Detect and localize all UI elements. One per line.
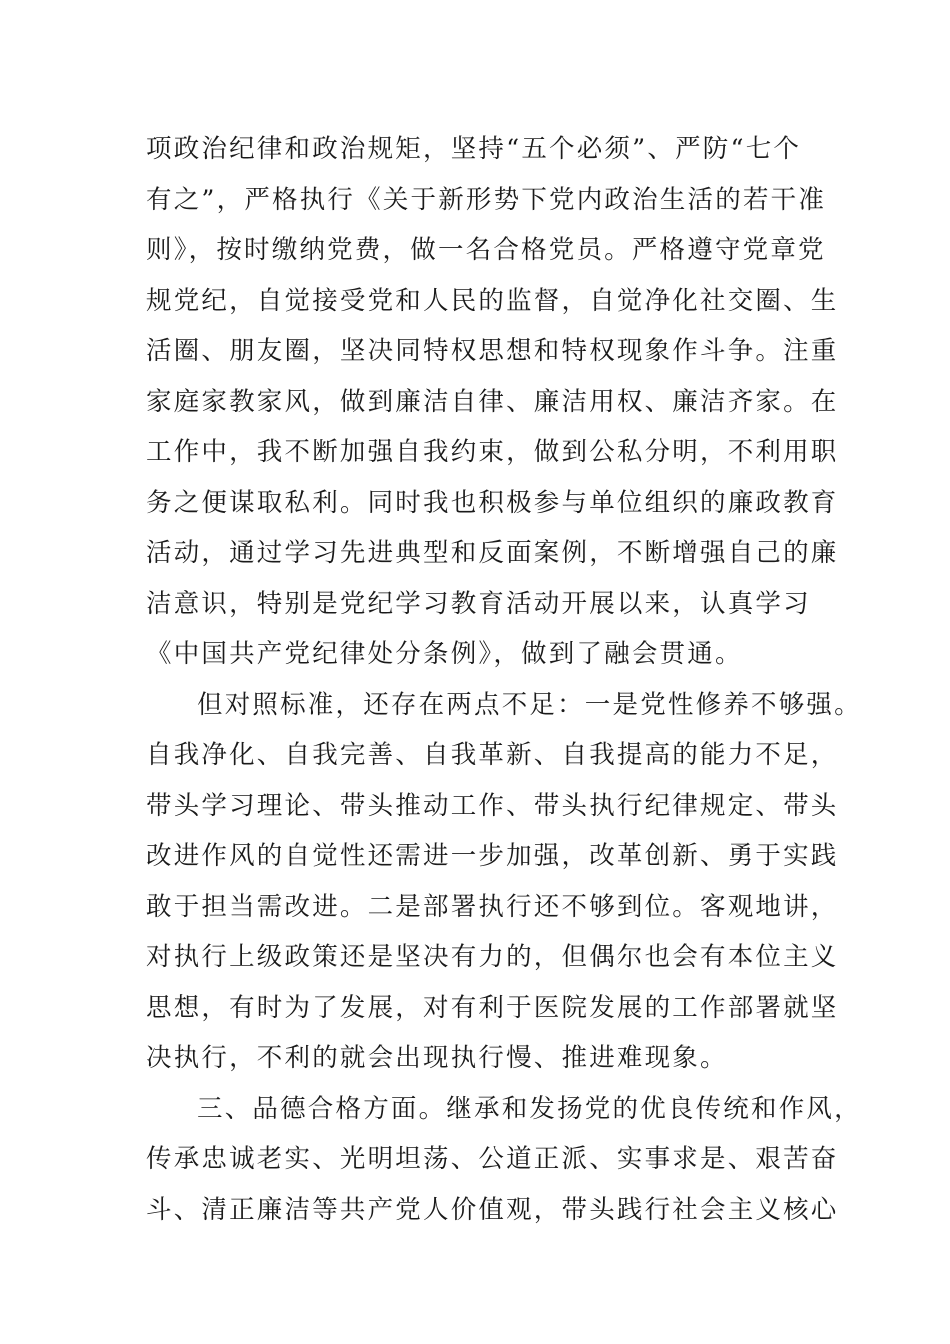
- text-line: 改进作风的自觉性还需进一步加强，改革创新、勇于实践: [146, 841, 839, 871]
- text-line: 斗、清正廉洁等共产党人价值观，带头践行社会主义核心: [146, 1194, 839, 1225]
- text-line: 对执行上级政策还是坚决有力的，但偶尔也会有本位主义: [146, 942, 839, 972]
- text-line: 活圈、朋友圈，坚决同特权思想和特权现象作斗争。注重: [146, 336, 839, 366]
- text-line: 但对照标准，还存在两点不足：一是党性修养不够强。: [197, 689, 862, 720]
- text-line: 有之”，严格执行《关于新形势下党内政治生活的若干准: [146, 184, 827, 215]
- text-line: 则》，按时缴纳党费，做一名合格党员。严格遵守党章党: [146, 235, 826, 265]
- text-line: 家庭家教家风，做到廉洁自律、廉洁用权、廉洁齐家。在: [146, 386, 839, 417]
- text-line: 思想，有时为了发展，对有利于医院发展的工作部署就坚: [146, 992, 839, 1023]
- body-text: [146, 124, 862, 1235]
- text-line: 规党纪，自觉接受党和人民的监督，自觉净化社交圈、生: [146, 285, 839, 316]
- text-line: 自我净化、自我完善、自我革新、自我提高的能力不足，: [146, 740, 839, 770]
- text-line: 工作中，我不断加强自我约束，做到公私分明，不利用职: [146, 437, 839, 467]
- text-line: 决执行，不利的就会出现执行慢、推进难现象。: [146, 1043, 728, 1073]
- text-line: 务之便谋取私利。同时我也积极参与单位组织的廉政教育: [146, 487, 839, 518]
- text-line: 带头学习理论、带头推动工作、带头执行纪律规定、带头: [146, 790, 839, 821]
- text-line: 传承忠诚老实、光明坦荡、公道正派、实事求是、艰苦奋: [146, 1144, 839, 1174]
- text-line: 敢于担当需改进。二是部署执行还不够到位。客观地讲，: [146, 891, 839, 922]
- text-line: 洁意识，特别是党纪学习教育活动开展以来，认真学习: [146, 588, 811, 619]
- text-line: 《中国共产党纪律处分条例》，做到了融会贯通。: [146, 639, 743, 669]
- text-line: 项政治纪律和政治规矩，坚持“五个必须”、严防“七个: [146, 134, 802, 164]
- text-line: 活动，通过学习先进典型和反面案例，不断增强自己的廉: [146, 538, 839, 568]
- text-line: 三、品德合格方面。继承和发扬党的优良传统和作风，: [197, 1093, 862, 1124]
